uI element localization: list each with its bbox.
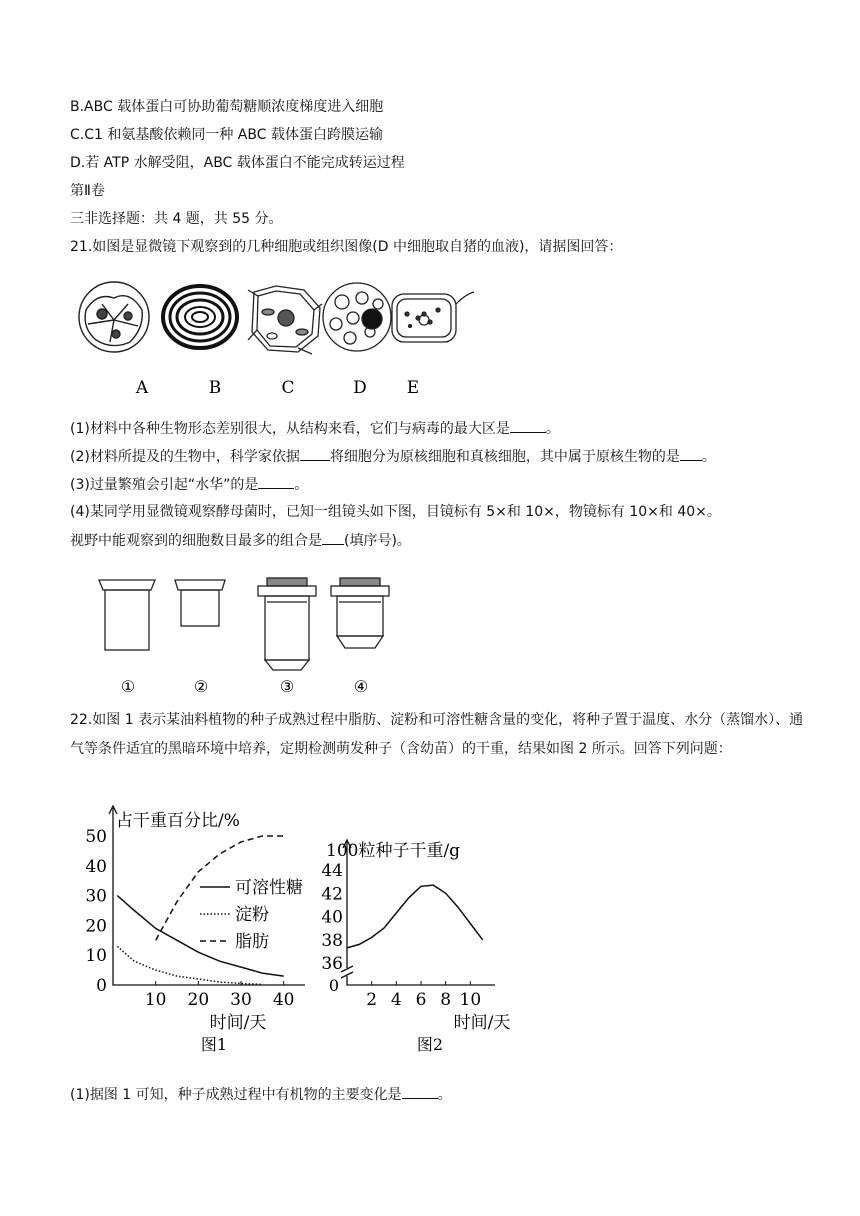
chart2-series-line-0	[347, 885, 483, 948]
chart1-ytick-label: 10	[85, 946, 107, 967]
chart2-origin-label: 0	[328, 976, 339, 995]
q21-part1: (1)材料中各种生物形态差别很大，从结构来看，它们与病毒的最大区是 。	[70, 418, 560, 439]
chart2-xtick-label: 10	[459, 990, 482, 1010]
chart2-ylabel: 100粒种子干重/g	[326, 841, 461, 861]
q21-part4: (4)某同学用显微镜观察酵母菌时，已知一组镜头如下图，目镜标有 5×和 10×，物镜标有 10×和 40×。	[70, 504, 721, 520]
eyepiece-short-icon	[175, 580, 225, 626]
chart1-ytick-label: 50	[85, 827, 107, 847]
chart1-xtick-label: 40	[272, 990, 295, 1010]
chart2-xtick-label: 8	[440, 990, 452, 1010]
legend-label-sugar: 可溶性糖	[235, 878, 303, 898]
lens-label-2: ②	[193, 677, 209, 696]
q21-part4-question: 视野中能观察到的细胞数目最多的组合是 (填序号)。	[70, 530, 411, 551]
q21-part2: (2)材料所提及的生物中，科学家依据 将细胞分为原核细胞和真核细胞，其中属于原核生物的是 。	[70, 446, 716, 467]
option-b: B.ABC 载体蛋白可协助葡萄糖顺浓度梯度进入细胞	[70, 99, 384, 115]
chart2-caption: 图2	[416, 1035, 444, 1054]
lens-label-3: ③	[279, 677, 295, 696]
q22-stem: 22.如图 1 表示某油料植物的种子成熟过程中脂肪、淀粉和可溶性糖含量的变化，将种子置于温度、水分（蒸馏水）、通气等条件适宜的黑暗环境中培养，定期检测萌发种子（含幼苗）的干重，结果如图 2 所示。回答下列问题：	[70, 712, 804, 757]
chart2-ytick-label: 40	[321, 907, 343, 928]
chart2-ytick-label: 38	[321, 930, 343, 951]
chart1-ytick-label: 40	[85, 856, 107, 877]
chart2-ytick-label: 44	[321, 861, 343, 881]
objective-long-icon	[331, 578, 389, 648]
option-d: D.若 ATP 水解受阻，ABC 载体蛋白不能完成转运过程	[70, 155, 405, 171]
chart1-series-line-1	[117, 946, 262, 984]
option-c: C.C1 和氨基酸依赖同一种 ABC 载体蛋白跨膜运输	[70, 127, 383, 143]
cell-label-b: B	[208, 378, 222, 398]
charts-figure	[80, 800, 540, 1062]
part-heading: 第Ⅱ卷	[70, 183, 105, 199]
chart1-ytick-label: 20	[85, 916, 107, 937]
eyepiece-long-icon	[99, 580, 155, 650]
chart1-ytick-label: 30	[85, 886, 107, 907]
q21-part3: (3)过量繁殖会引起“水华”的是 。	[70, 474, 308, 495]
q21-stem: 21.如图是显微镜下观察到的几种细胞或组织图像(D 中细胞取自猪的血液)，请据图回答：	[70, 239, 623, 255]
legend-label-starch: 淀粉	[235, 905, 269, 925]
q22-part1: (1)据图 1 可知，种子成熟过程中有机物的主要变化是 。	[70, 1084, 452, 1105]
lens-label-1: ①	[120, 677, 136, 696]
lenses-figure	[95, 572, 395, 697]
chart2-axes	[341, 840, 495, 985]
cell-label-e: E	[406, 378, 420, 398]
chart2-xtick-label: 6	[415, 990, 427, 1010]
chart1-caption: 图1	[200, 1035, 228, 1054]
chart1-legend	[200, 878, 303, 952]
cell-label-a: A	[135, 378, 149, 398]
chart1-ylabel: 占干重百分比/%	[116, 811, 240, 831]
lens-label-4: ④	[353, 677, 369, 696]
cell-b-image	[163, 286, 237, 348]
chart1-xlabel: 时间/天	[209, 1013, 267, 1033]
section-heading: 三非选择题：共 4 题，共 55 分。	[70, 211, 283, 227]
chart1-xtick-label: 10	[144, 990, 167, 1010]
chart2-ytick-label: 42	[321, 884, 343, 905]
cell-a-image	[79, 282, 149, 352]
cell-label-d: D	[353, 378, 367, 398]
cells-figure	[72, 280, 492, 405]
chart1-ytick-label: 0	[96, 976, 107, 996]
chart2-xtick-label: 4	[390, 990, 402, 1010]
chart1-xtick-label: 20	[187, 990, 210, 1010]
objective-short-icon	[258, 578, 316, 670]
chart2-ytick-label: 36	[321, 954, 343, 974]
cell-c-image	[248, 286, 322, 354]
chart2-xlabel: 时间/天	[453, 1013, 511, 1033]
cell-e-image	[392, 292, 474, 342]
chart1-xtick-label: 30	[230, 990, 252, 1010]
chart2-xtick-label: 2	[366, 990, 378, 1010]
cell-d-image	[323, 283, 391, 351]
legend-label-fat: 脂肪	[235, 932, 269, 952]
cell-label-c: C	[281, 378, 295, 398]
